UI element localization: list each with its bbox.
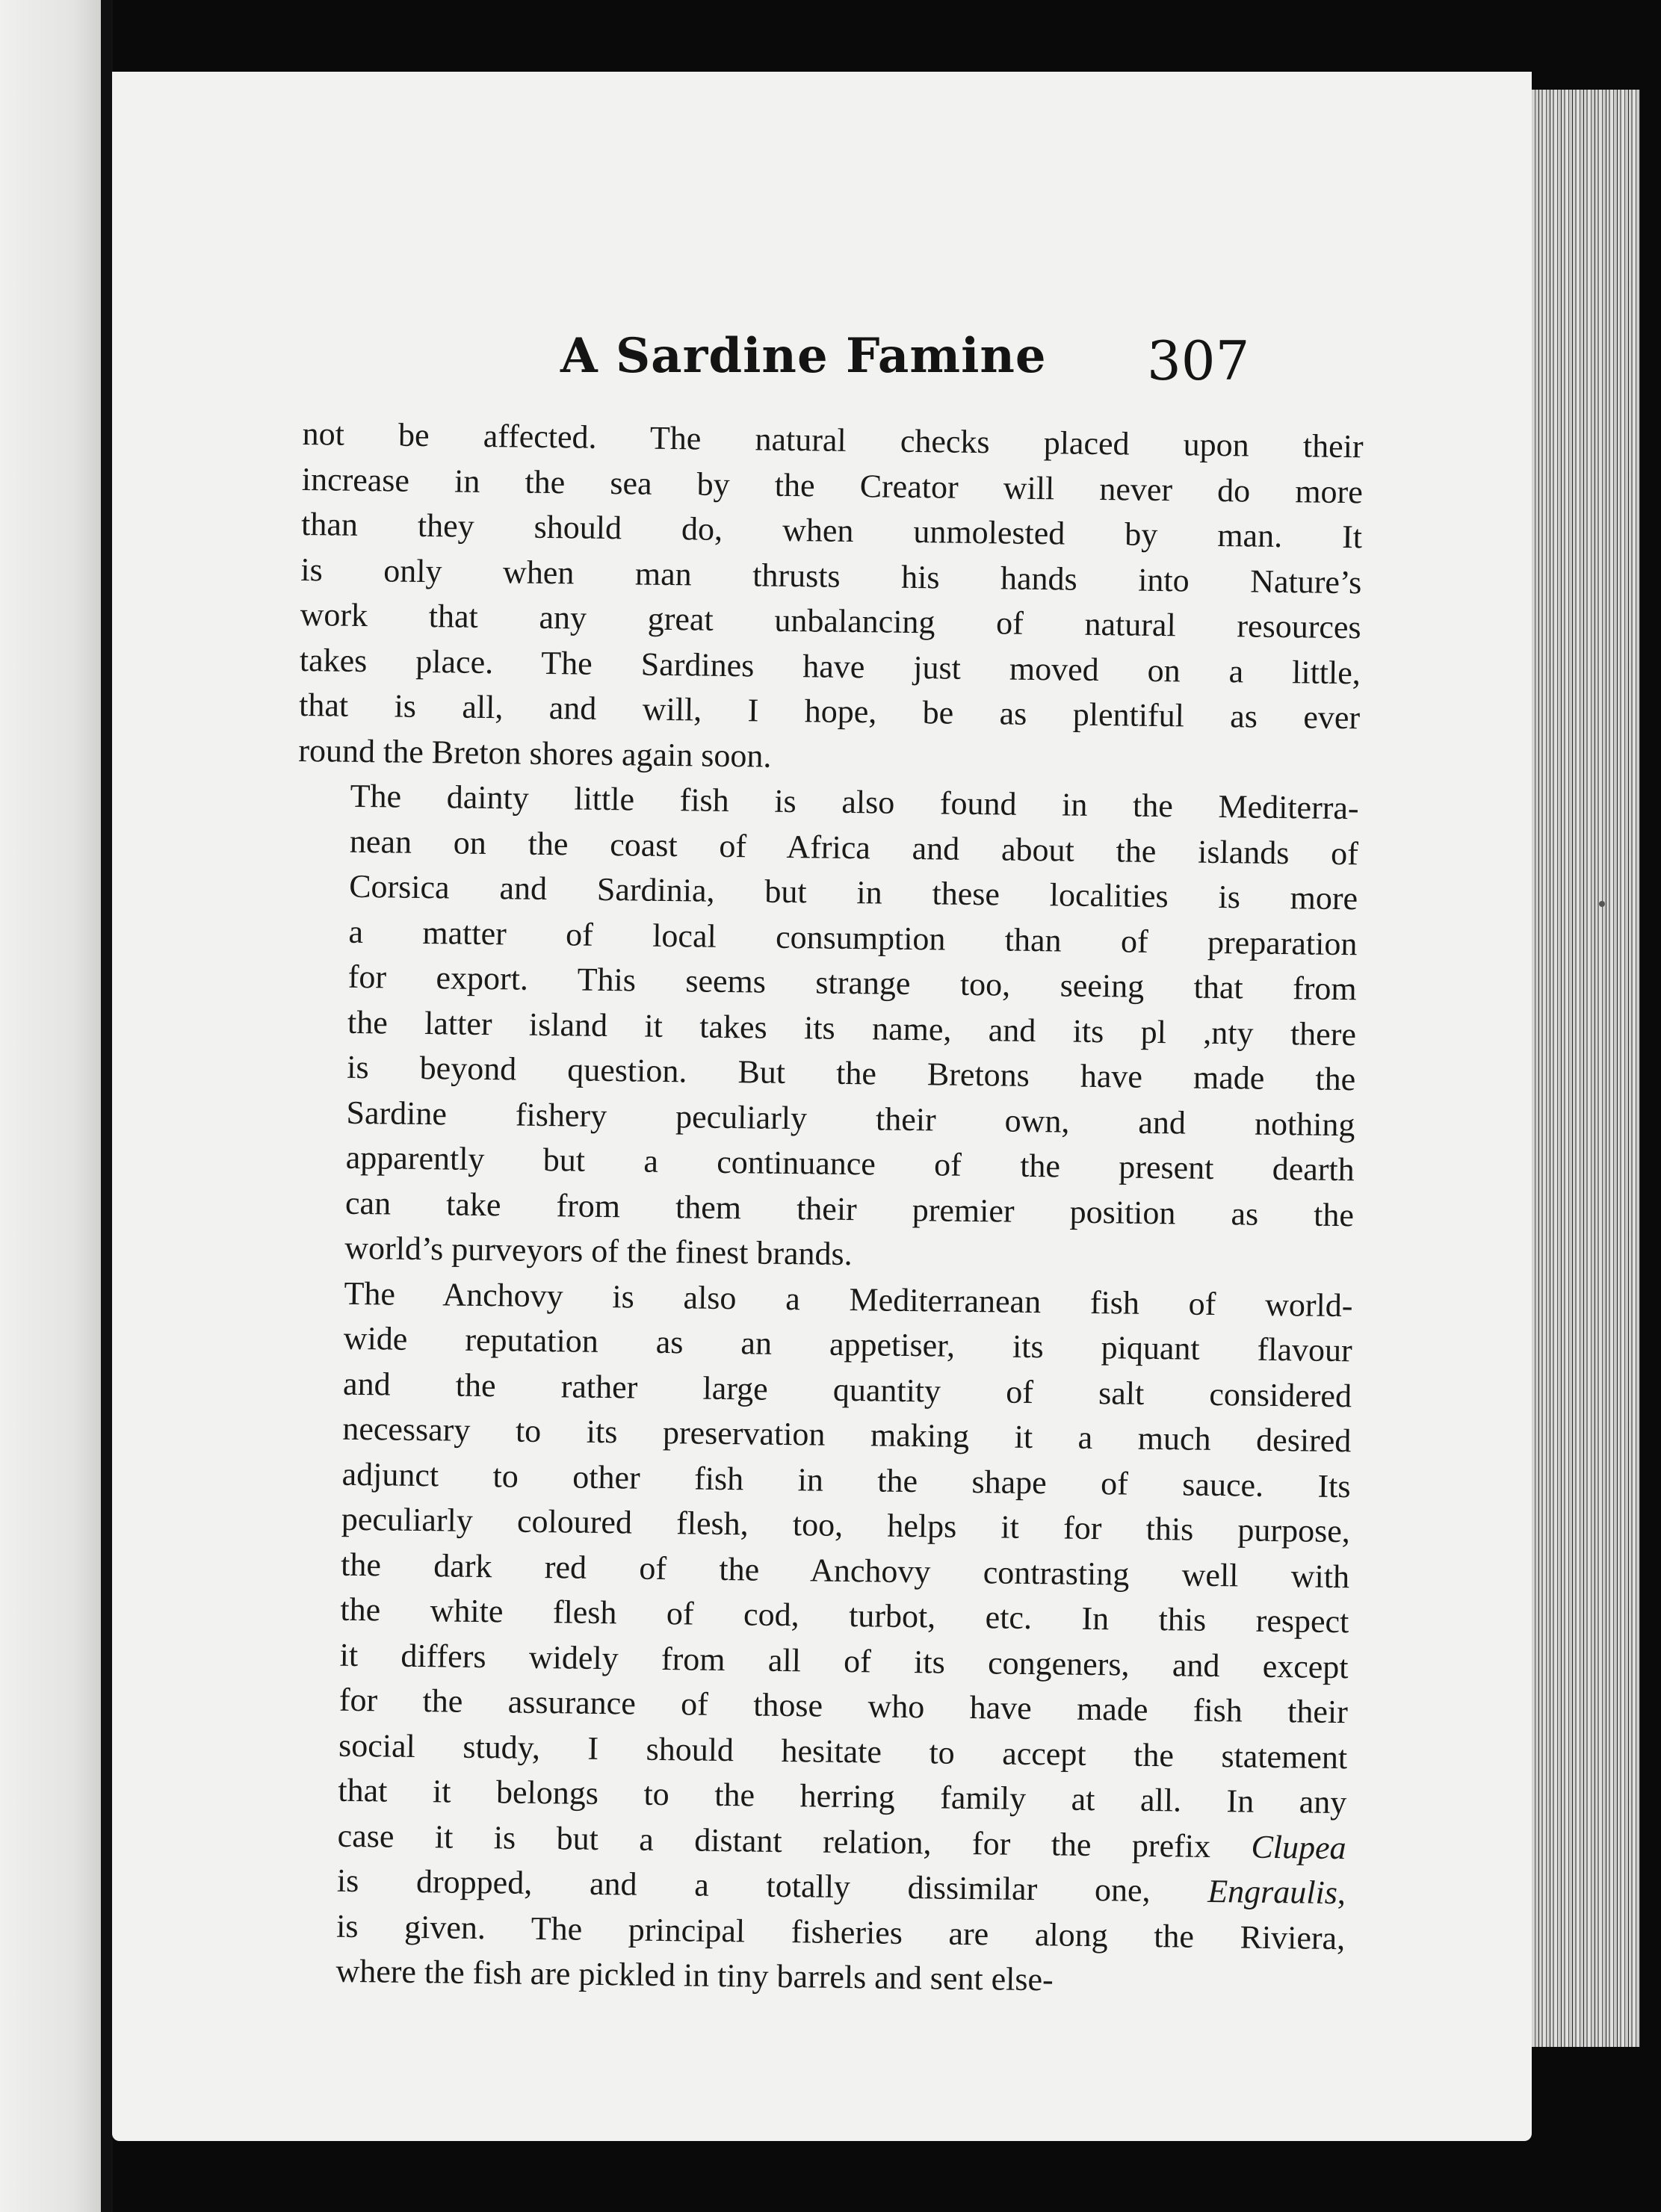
text-line: the latter island it takes its name, and its pl ,nty there — [347, 1003, 1357, 1053]
paragraph — [283, 1270, 1353, 2006]
page-header — [112, 262, 1532, 412]
italic-term: Clupea — [1251, 1828, 1346, 1866]
facing-page-edge — [0, 0, 105, 2212]
text-line: takes place. The Sardines have just moved on a little, — [299, 641, 1361, 691]
text-line: a matter of local consumption than of preparation — [348, 913, 1358, 962]
text-line: that is all, and will, I hope, be as plentiful as ever — [298, 686, 1361, 737]
book-gutter — [101, 0, 113, 2212]
text-line: than they should do, when unmolested by man. It — [300, 505, 1363, 556]
page-edge-stack — [1528, 90, 1640, 2047]
text-line: apparently but a continuance of the present dearth — [345, 1138, 1355, 1189]
page-number: 307 — [1147, 329, 1250, 392]
text-line: and the rather large quantity of salt considered — [342, 1365, 1352, 1414]
text-line: work that any great unbalancing of natural resources — [300, 595, 1361, 646]
text-line: is only when man thrusts his hands into Nature’s — [300, 551, 1362, 601]
text-line: wide reputation as an appetiser, its piquant flavour — [343, 1319, 1353, 1369]
text-line: round the Breton shores again soon. — [298, 731, 772, 775]
text-line: it differs widely from all of its congeners, and except — [339, 1636, 1349, 1685]
text-line: for the assurance of those who have made fish their — [338, 1681, 1349, 1731]
book-page — [112, 72, 1532, 2141]
text-line: is dropped, and a totally dissimilar one, Engraulis, — [336, 1862, 1346, 1912]
text-line: the dark red of the Anchovy contrasting well with — [340, 1546, 1350, 1595]
text-line: Sardine fishery peculiarly their own, and nothing — [346, 1094, 1355, 1143]
text-line: nean on the coast of Africa and about the islands of — [349, 822, 1359, 872]
text-line: where the fish are pickled in tiny barrels and sent else- — [335, 1952, 1054, 1998]
text-line: social study, I should hesitate to accept the statement — [338, 1726, 1348, 1776]
text-line: The dainty little fish is also found in the Mediterra- — [350, 777, 1359, 827]
paragraph — [292, 773, 1359, 1283]
text-line: that it belongs to the herring family at all. In any — [338, 1771, 1347, 1821]
text-line: is beyond question. But the Bretons have made the — [346, 1048, 1356, 1098]
italic-term: Engraulis — [1207, 1872, 1338, 1912]
text-line: increase in the sea by the Creator will never do more — [301, 460, 1364, 510]
text-line: The Anchovy is also a Mediterranean fish of world- — [344, 1274, 1353, 1324]
text-line: case it is but a distant relation, for the prefix Clupea — [337, 1817, 1346, 1866]
paragraph — [298, 412, 1364, 786]
text-line: adjunct to other fish in the shape of sauce. Its — [341, 1455, 1351, 1505]
text-line: necessary to its preservation making it a much desired — [342, 1410, 1352, 1460]
text-line: the white flesh of cod, turbot, etc. In this respect — [340, 1590, 1349, 1641]
body-text — [283, 412, 1364, 2007]
text-line: peculiarly coloured flesh, too, helps it for this purpose, — [341, 1500, 1351, 1550]
text-line: Corsica and Sardinia, but in these localities is more — [348, 867, 1358, 917]
text-line: can take from them their premier position as the — [344, 1184, 1355, 1233]
text-line: is given. The principal fisheries are along the Riviera, — [335, 1907, 1346, 1957]
text-line: world’s purveyors of the finest brands. — [344, 1229, 853, 1273]
text-line: for export. This seems strange too, seeing that from — [347, 958, 1357, 1008]
scan-speck — [1599, 901, 1605, 907]
running-title: A Sardine Famine — [560, 328, 1047, 384]
text-line: not be affected. The natural checks placed upon their — [302, 415, 1364, 465]
